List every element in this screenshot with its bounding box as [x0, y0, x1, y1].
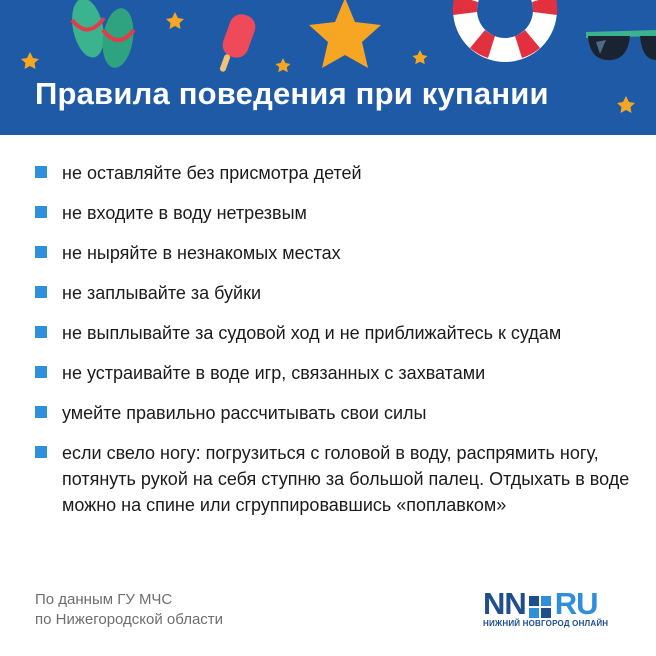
page-title: Правила поведения при купании [35, 76, 549, 111]
rule-text: если свело ногу: погрузиться с головой в воду, распрямить ногу, потянуть рукой на себя ступню за большой палец. Отдыхать в воде можно на спине или сгруппировавшись «поплавком» [62, 443, 630, 515]
header-banner [0, 0, 656, 135]
bullet-square-icon [35, 246, 47, 258]
list-item [35, 400, 635, 426]
bullet-square-icon [35, 446, 47, 458]
rule-text: умейте правильно рассчитывать свои силы [62, 403, 427, 423]
logo-right-text: RU [554, 586, 598, 621]
flip-flops-icon [67, 0, 137, 70]
small-star-icon [166, 12, 184, 29]
list-item [35, 280, 635, 306]
logo-wordmark [483, 586, 598, 621]
rule-text: не ныряйте в незнакомых местах [62, 243, 341, 263]
small-star-icon [617, 96, 635, 113]
list-item [35, 200, 635, 226]
logo-subtitle: НИЖНИЙ НОВГОРОД ОНЛАЙН [483, 619, 609, 628]
small-star-icon [276, 58, 291, 72]
starfish-icon [309, 0, 381, 68]
rules-list [35, 160, 635, 532]
rule-text: не заплывайте за буйки [62, 283, 262, 303]
bullet-square-icon [35, 206, 47, 218]
logo-left-text: NN [483, 586, 526, 621]
bullet-square-icon [35, 286, 47, 298]
beach-decor [0, 0, 656, 135]
list-item [35, 440, 635, 518]
rule-text: не входите в воду нетрезвым [62, 203, 307, 223]
bullet-square-icon [35, 326, 47, 338]
nn-ru-logo[interactable] [483, 586, 623, 631]
small-star-icon [21, 52, 39, 69]
rule-text: не оставляйте без присмотра детей [62, 163, 362, 183]
bullet-square-icon [35, 166, 47, 178]
list-item [35, 360, 635, 386]
bullet-square-icon [35, 366, 47, 378]
rule-text: не выплывайте за судовой ход и не приближайтесь к судам [62, 323, 562, 343]
rule-text: не устраивайте в воде игр, связанных с захватами [62, 363, 486, 383]
popsicle-icon [219, 11, 259, 73]
source-line: по Нижегородской области [35, 611, 224, 628]
source-line: По данным ГУ МЧС [35, 591, 173, 608]
small-star-icon [413, 50, 428, 64]
life-buoy-icon [453, 0, 557, 62]
sunglasses-icon [586, 30, 656, 60]
list-item [35, 160, 635, 186]
list-item [35, 240, 635, 266]
source-note [35, 590, 223, 630]
bullet-square-icon [35, 406, 47, 418]
logo-square-icon [529, 593, 551, 615]
list-item [35, 320, 635, 346]
